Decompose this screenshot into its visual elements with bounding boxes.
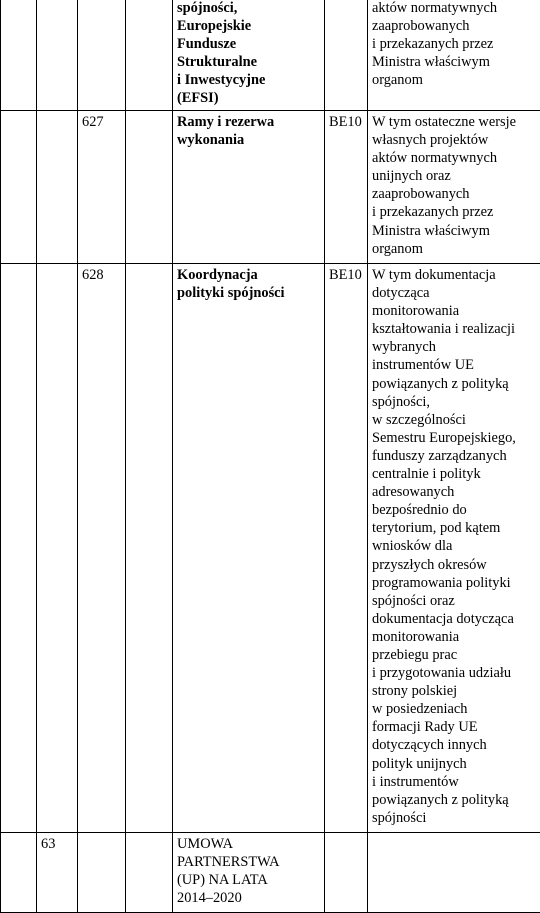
entry-title-cell: Ramy i rezerwa wykonania [173, 111, 325, 264]
level3-cell [78, 833, 126, 913]
notes-cell: aktów normatywnych zaaprobowanych i przekazanych przez Ministra właściwym organom [368, 0, 540, 111]
level2-cell [37, 264, 78, 833]
level1-cell [1, 264, 37, 833]
level3-cell: 627 [78, 111, 126, 264]
level1-cell [1, 833, 37, 913]
category-symbol-cell: BE10 [325, 111, 368, 264]
level2-cell [37, 111, 78, 264]
entry-title-cell: UMOWA PARTNERSTWA (UP) NA LATA 2014–2020 [173, 833, 325, 913]
notes-cell: W tym dokumentacja dotycząca monitorowania kształtowania i realizacji wybranych instrumentów UE powiązanych z polityką spójności, w szczególności Semestru Europejskiego, funduszy zarządzanych centralnie i polityk adresowanych bezpośrednio do terytorium, pod kątem wniosków dla przyszłych okresów programowania polityki spójności oraz dokumentacja dotycząca monitorowania przebiegu prac i przygotowania udziału strony polskiej w posiedzeniach formacji Rady UE dotyczących innych polityk unijnych i instrumentów powiązanych z polityką spójności [368, 264, 540, 833]
table-row [1, 111, 540, 264]
entry-title-cell: Koordynacja polityki spójności [173, 264, 325, 833]
level1-cell [1, 0, 37, 111]
level4-cell [126, 833, 173, 913]
table-row [1, 833, 540, 913]
level2-cell: 63 [37, 833, 78, 913]
category-symbol-cell [325, 833, 368, 913]
entry-title-cell: spójności, Europejskie Fundusze Strukturalne i Inwestycyjne (EFSI) [173, 0, 325, 111]
level3-cell [78, 0, 126, 111]
table-row [1, 0, 540, 111]
category-symbol-cell: BE10 [325, 264, 368, 833]
table-row [1, 264, 540, 833]
level4-cell [126, 111, 173, 264]
level3-cell: 628 [78, 264, 126, 833]
notes-cell [368, 833, 540, 913]
level2-cell [37, 0, 78, 111]
level4-cell [126, 264, 173, 833]
level1-cell [1, 111, 37, 264]
notes-cell: W tym ostateczne wersje własnych projektów aktów normatywnych unijnych oraz zaaprobowanych i przekazanych przez Ministra właściwym organom [368, 111, 540, 264]
category-symbol-cell [325, 0, 368, 111]
level4-cell [126, 0, 173, 111]
